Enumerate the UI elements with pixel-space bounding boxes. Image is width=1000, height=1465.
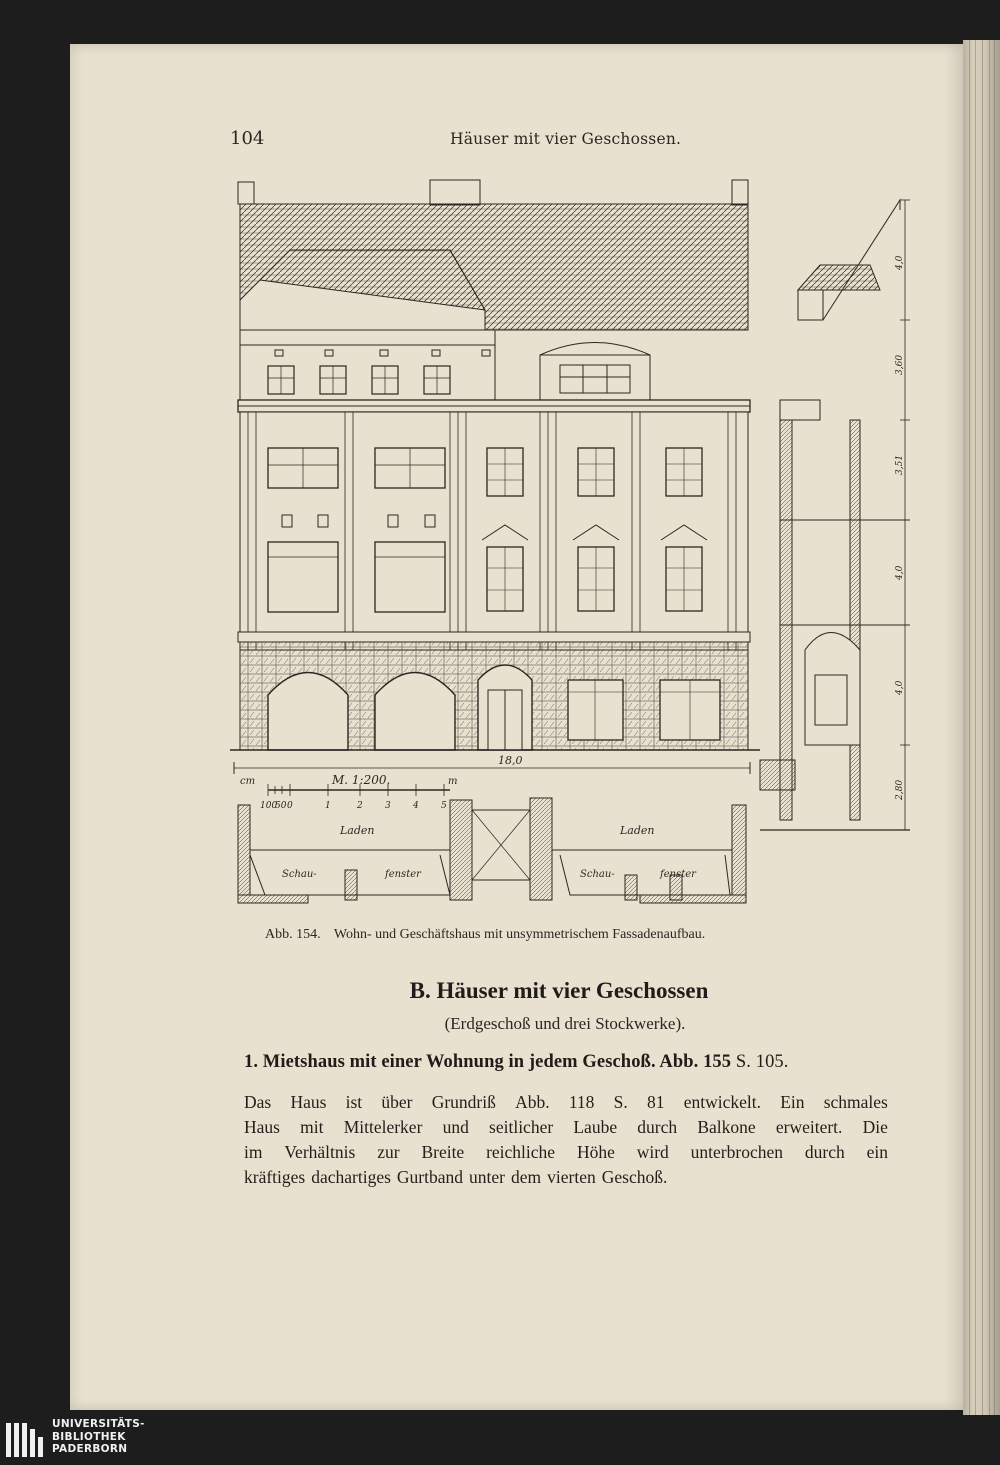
plan-label-fenster-right: fenster (660, 869, 696, 880)
body-word: ist (345, 1092, 363, 1112)
body-word: durch (637, 1117, 678, 1137)
body-word: erweitert. (775, 1117, 843, 1137)
height-dimension-label: 2,80 (895, 779, 905, 800)
logo-line: BIBLIOTHEK (52, 1430, 126, 1443)
building-elevation-figure (220, 170, 920, 920)
scale-unit-left: cm (240, 776, 256, 787)
body-word: über (381, 1092, 413, 1112)
plan-label-fenster-left: fenster (385, 869, 421, 880)
body-word: unter (469, 1167, 505, 1187)
scale-tick-label: 100 (260, 801, 278, 811)
body-word: ein (866, 1142, 888, 1162)
scale-tick-label: 3 (385, 801, 391, 811)
body-word: Haus (290, 1092, 327, 1112)
body-word: Abb. (515, 1092, 550, 1112)
height-dimension-label: 3,60 (895, 354, 905, 375)
body-line (244, 1090, 888, 1115)
body-word: im (244, 1142, 263, 1162)
body-word: kräftiges (244, 1167, 306, 1187)
body-word: entwickelt. (683, 1092, 761, 1112)
scale-tick-label: 2 (357, 801, 363, 811)
logo-line: UNIVERSITÄTS- (52, 1418, 145, 1430)
subsection-figure-ref: Abb. 155 (659, 1052, 732, 1072)
library-logo-text (52, 1418, 145, 1456)
scale-tick-label: 0 (287, 801, 293, 811)
body-word: dem (511, 1167, 542, 1187)
width-dimension-label: 18,0 (498, 754, 523, 767)
body-word: Laube (573, 1117, 618, 1137)
scale-tick-label: 1 (325, 801, 331, 811)
body-word: zur (377, 1142, 400, 1162)
section-subheading: (Erdgeschoß und drei Stockwerke). (444, 1014, 686, 1033)
body-line (244, 1140, 888, 1165)
section-heading: B. Häuser mit vier Geschossen (409, 978, 709, 1003)
body-word: Mittelerker (343, 1117, 423, 1137)
body-word: Verhältnis (284, 1142, 356, 1162)
body-word: Die (862, 1117, 888, 1137)
plan-label-laden-right: Laden (620, 824, 655, 837)
height-dimension-label: 4,0 (895, 255, 905, 270)
height-dimension-label: 4,0 (895, 680, 905, 695)
body-word: Höhe (576, 1142, 615, 1162)
body-paragraph (244, 1090, 888, 1190)
body-word: schmales (823, 1092, 888, 1112)
body-word: und (442, 1117, 469, 1137)
body-word: dachartiges (311, 1167, 391, 1187)
footer-bar (0, 1415, 1000, 1465)
library-logo-icon (6, 1421, 48, 1459)
page-number: 104 (230, 128, 265, 149)
height-dimension-label: 4,0 (895, 565, 905, 580)
body-word: Balkone (697, 1117, 756, 1137)
body-word: durch (804, 1142, 845, 1162)
plan-label-schau-left: Schau- (282, 869, 317, 880)
body-word: 81 (646, 1092, 665, 1112)
body-word: Das (244, 1092, 272, 1112)
body-word: reichliche (486, 1142, 556, 1162)
height-dimension-label: 3,51 (895, 454, 905, 475)
figure-caption (265, 927, 705, 943)
subsection-page-ref: S. 105. (735, 1052, 789, 1072)
running-title: Häuser mit vier Geschossen. (450, 130, 682, 148)
scale-tick-label: 5 (441, 801, 447, 811)
scale-label: M. 1:200. (332, 773, 391, 787)
plan-label-laden-left: Laden (340, 824, 375, 837)
body-word: wird (636, 1142, 669, 1162)
body-word: Haus (244, 1117, 280, 1137)
body-word: seitlicher (489, 1117, 554, 1137)
scale-unit-right: m (448, 776, 458, 787)
body-word: 118 (568, 1092, 595, 1112)
body-word: S. (613, 1092, 628, 1112)
page-edge-stack (963, 40, 1000, 1415)
body-word: Ein (780, 1092, 805, 1112)
body-line (244, 1165, 888, 1190)
scale-tick-label: 50 (275, 801, 287, 811)
logo-line: PADERBORN (52, 1443, 128, 1455)
caption-number: Abb. 154. (265, 927, 321, 942)
body-word: Geschoß. (601, 1167, 668, 1187)
subsection-heading (244, 1052, 789, 1073)
body-word: Gurtband (396, 1167, 464, 1187)
body-word: vierten (547, 1167, 596, 1187)
caption-text: Wohn- und Geschäftshaus mit unsymmetrischem Fassadenaufbau. (333, 927, 706, 942)
subsection-title: 1. Mietshaus mit einer Wohnung in jedem Geschoß. (244, 1052, 656, 1072)
body-word: Breite (421, 1142, 465, 1162)
plan-label-schau-right: Schau- (580, 869, 615, 880)
body-line (244, 1115, 888, 1140)
body-word: Grundriß (431, 1092, 496, 1112)
scale-tick-label: 4 (413, 801, 419, 811)
body-word: mit (300, 1117, 324, 1137)
body-word: unterbrochen (690, 1142, 783, 1162)
